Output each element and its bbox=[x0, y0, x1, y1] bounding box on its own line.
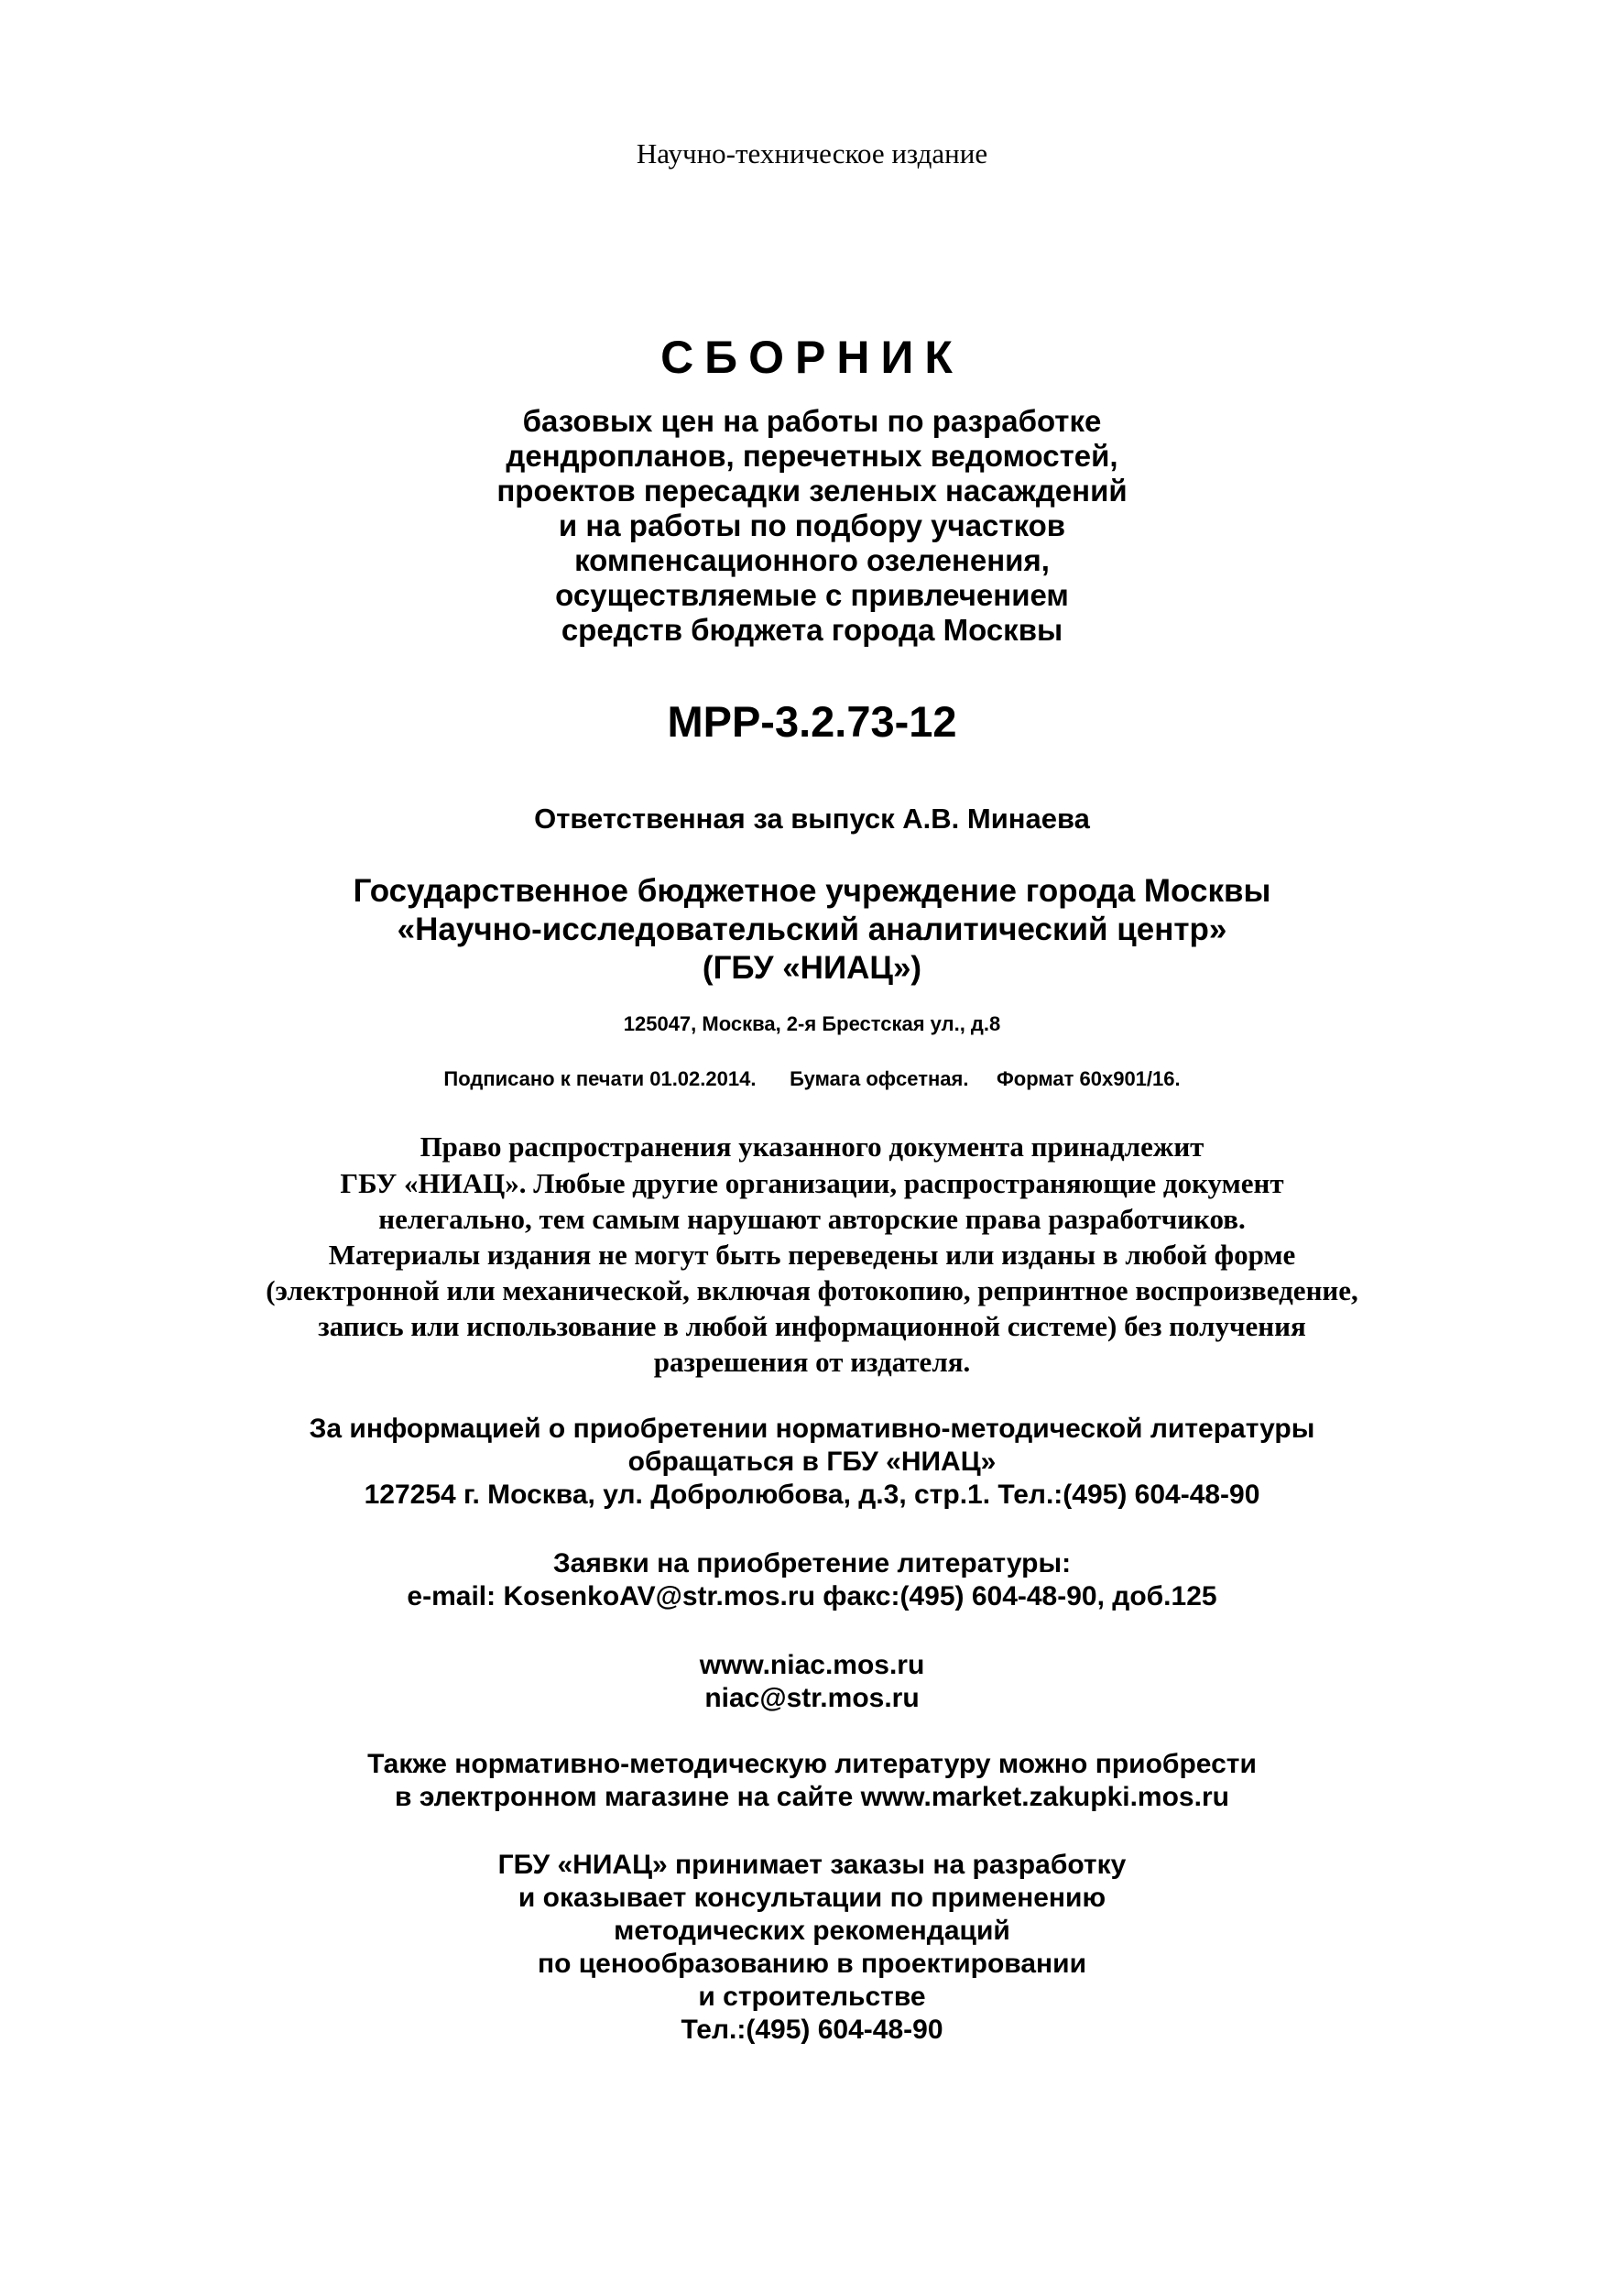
organization-line: Государственное бюджетное учреждение города Москвы bbox=[353, 873, 1271, 909]
eshop-line: в электронном магазине на сайте www.market.zakupki.mos.ru bbox=[395, 1782, 1229, 1812]
services-line: и строительстве bbox=[698, 1982, 926, 2012]
edition-type: Научно-техническое издание bbox=[636, 137, 988, 169]
subtitle-line: средств бюджета города Москвы bbox=[561, 613, 1063, 647]
rights-line: разрешения от издателя. bbox=[653, 1346, 971, 1378]
services-phone: Тел.:(495) 604-48-90 bbox=[681, 2015, 943, 2045]
rights-line: нелегально, тем самым нарушают авторские права разработчиков. bbox=[378, 1203, 1246, 1235]
document-title: СБОРНИК bbox=[660, 332, 964, 383]
subtitle-line: осуществляемые с привлечением bbox=[555, 578, 1069, 612]
subtitle-line: дендропланов, перечетных ведомостей, bbox=[506, 439, 1118, 473]
orders-contact: e-mail: KosenkoAV@str.mos.ru факс:(495) 604-48-90, доб.125 bbox=[407, 1581, 1217, 1611]
purchase-info-line: 127254 г. Москва, ул. Добролюбова, д.3, стр.1. Тел.:(495) 604-48-90 bbox=[364, 1480, 1260, 1510]
website-link: www.niac.mos.ru bbox=[699, 1650, 925, 1680]
organization-line: «Научно-исследовательский аналитический центр» bbox=[397, 912, 1227, 947]
print-paper: Бумага офсетная. bbox=[790, 1067, 969, 1090]
organization-address: 125047, Москва, 2-я Брестская ул., д.8 bbox=[623, 1012, 1001, 1035]
email-link: niac@str.mos.ru bbox=[704, 1683, 920, 1713]
responsible-person: Ответственная за выпуск А.В. Минаева bbox=[534, 803, 1090, 835]
rights-line: (электронной или механической, включая фотокопию, репринтное воспроизведение, bbox=[266, 1274, 1358, 1306]
services-line: ГБУ «НИАЦ» принимает заказы на разработку bbox=[497, 1850, 1127, 1880]
organization-line: (ГБУ «НИАЦ») bbox=[702, 950, 922, 986]
print-signed: Подписано к печати 01.02.2014. bbox=[443, 1067, 757, 1090]
services-line: и оказывает консультации по применению bbox=[518, 1883, 1106, 1913]
services-line: методических рекомендаций bbox=[614, 1916, 1010, 1946]
orders-line: Заявки на приобретение литературы: bbox=[552, 1548, 1072, 1578]
rights-line: ГБУ «НИАЦ». Любые другие организации, распространяющие документ bbox=[340, 1167, 1284, 1199]
rights-line: Материалы издания не могут быть переведены или изданы в любой форме bbox=[328, 1239, 1296, 1271]
subtitle-line: компенсационного озеленения, bbox=[574, 543, 1050, 577]
subtitle-line: проектов пересадки зеленых насаждений bbox=[496, 474, 1128, 508]
print-info bbox=[0, 1065, 1624, 1093]
purchase-info-line: За информацией о приобретении нормативно-методической литературы bbox=[309, 1414, 1315, 1444]
services-line: по ценообразованию в проектировании bbox=[537, 1949, 1087, 1979]
purchase-info-line: обращаться в ГБУ «НИАЦ» bbox=[627, 1447, 997, 1477]
subtitle-line: базовых цен на работы по разработке bbox=[522, 404, 1102, 438]
subtitle-line: и на работы по подбору участков bbox=[558, 508, 1066, 542]
document-code: МРР-3.2.73-12 bbox=[667, 697, 957, 746]
eshop-line: Также нормативно-методическую литературу можно приобрести bbox=[367, 1749, 1257, 1779]
rights-line: запись или использование в любой информационной системе) без получения bbox=[318, 1310, 1306, 1342]
print-format: Формат 60х901/16. bbox=[997, 1067, 1181, 1090]
rights-line: Право распространения указанного документа принадлежит bbox=[420, 1131, 1204, 1163]
